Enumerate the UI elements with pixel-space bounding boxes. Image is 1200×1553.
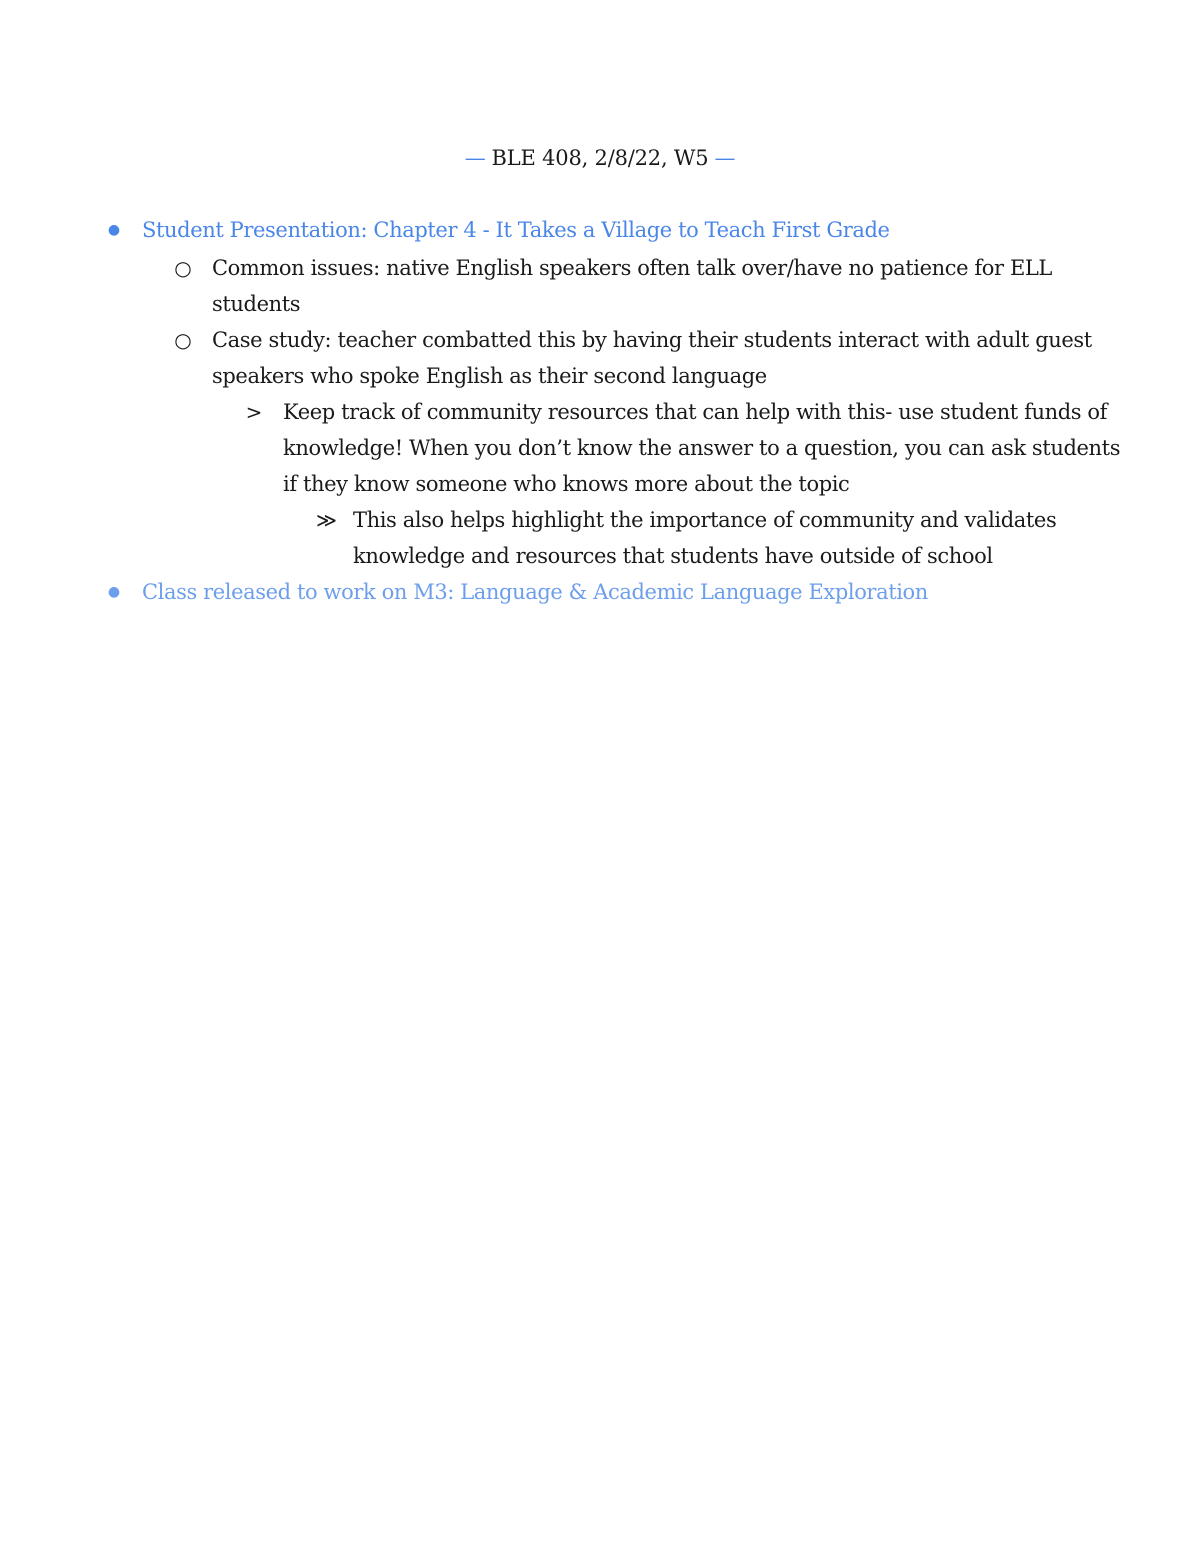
document-title bbox=[0, 140, 1200, 176]
list-item-student-presentation: Student Presentation: Chapter 4 - It Takes a Village to Teach First Grade bbox=[142, 218, 890, 242]
bullet-level2-icon: > bbox=[245, 400, 263, 424]
bullet-level0-icon: ● bbox=[107, 222, 121, 238]
bullet-level1-icon: ○ bbox=[174, 328, 192, 352]
bullet-level0-icon: ● bbox=[107, 584, 121, 600]
bullet-level3-icon: ≫ bbox=[316, 508, 337, 532]
bullet-level1-icon: ○ bbox=[174, 256, 192, 280]
title-text: BLE 408, 2/8/22, W5 bbox=[491, 146, 709, 170]
list-item-importance-of-community: This also helps highlight the importance of community and validates knowledge and resources that students have outside of school bbox=[353, 508, 1057, 568]
title-dash-left: — bbox=[464, 146, 486, 170]
list-item-class-released: Class released to work on M3: Language & Academic Language Exploration bbox=[142, 580, 928, 604]
title-dash-right: — bbox=[714, 146, 736, 170]
list-item-community-resources: Keep track of community resources that can help with this- use student funds of knowledge! When you don’t know the answer to a question, you can ask students if they know someone who knows more about the topic bbox=[283, 400, 1121, 496]
list-item-common-issues: Common issues: native English speakers often talk over/have no patience for ELL students bbox=[212, 256, 1052, 316]
list-item-case-study: Case study: teacher combatted this by having their students interact with adult guest speakers who spoke English as their second language bbox=[212, 328, 1092, 388]
